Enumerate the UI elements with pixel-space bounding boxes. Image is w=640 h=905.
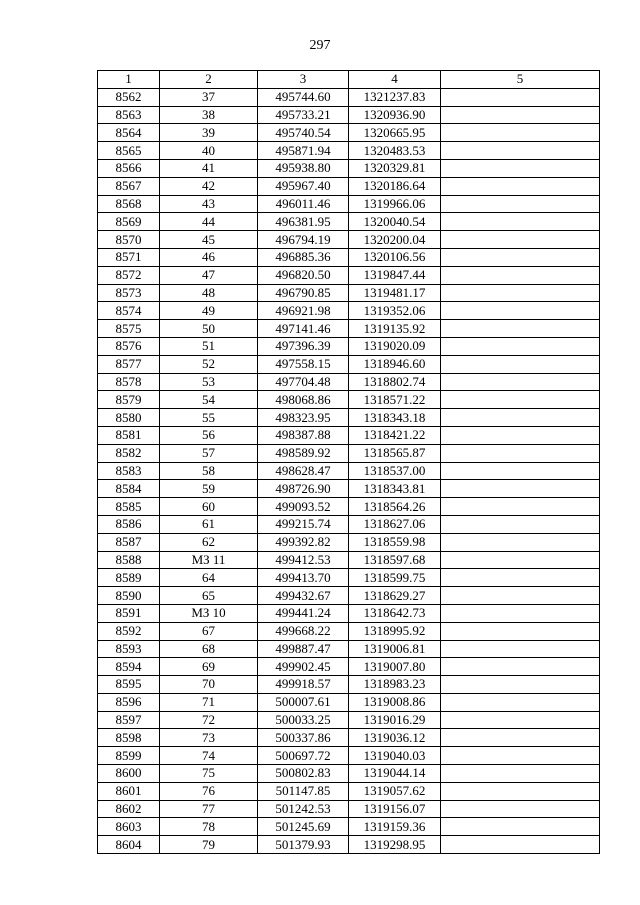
table-cell-col-3: 500033.25 xyxy=(258,711,349,729)
column-header-3: 3 xyxy=(258,71,349,89)
table-cell-col-3: 499215.74 xyxy=(258,515,349,533)
table-cell-col-5 xyxy=(441,159,600,177)
table-row xyxy=(98,604,600,622)
table-cell-col-4: 1318599.75 xyxy=(349,569,441,587)
table-cell-col-5 xyxy=(441,302,600,320)
table-cell-col-3: 500802.83 xyxy=(258,765,349,783)
table-cell-col-2: МЗ 11 xyxy=(160,551,258,569)
table-cell-col-1: 8589 xyxy=(98,569,160,587)
table-cell-col-1: 8591 xyxy=(98,604,160,622)
table-cell-col-5 xyxy=(441,195,600,213)
table-cell-col-4: 1319008.86 xyxy=(349,693,441,711)
table-cell-col-4: 1319156.07 xyxy=(349,800,441,818)
table-row xyxy=(98,711,600,729)
table-cell-col-3: 496820.50 xyxy=(258,266,349,284)
table-cell-col-4: 1319481.17 xyxy=(349,284,441,302)
column-header-2: 2 xyxy=(160,71,258,89)
table-row xyxy=(98,533,600,551)
table-cell-col-1: 8580 xyxy=(98,409,160,427)
table-cell-col-2: МЗ 10 xyxy=(160,604,258,622)
table-cell-col-5 xyxy=(441,480,600,498)
column-header-5: 5 xyxy=(441,71,600,89)
table-cell-col-1: 8566 xyxy=(98,159,160,177)
table-row xyxy=(98,426,600,444)
table-row xyxy=(98,444,600,462)
table-cell-col-2: 64 xyxy=(160,569,258,587)
table-cell-col-5 xyxy=(441,729,600,747)
table-cell-col-3: 495871.94 xyxy=(258,142,349,160)
table-cell-col-2: 59 xyxy=(160,480,258,498)
table-cell-col-5 xyxy=(441,658,600,676)
table-cell-col-1: 8562 xyxy=(98,88,160,106)
table-cell-col-5 xyxy=(441,711,600,729)
table-row xyxy=(98,337,600,355)
table-cell-col-4: 1320665.95 xyxy=(349,124,441,142)
table-row xyxy=(98,765,600,783)
table-cell-col-4: 1318571.22 xyxy=(349,391,441,409)
table-cell-col-3: 498068.86 xyxy=(258,391,349,409)
table-cell-col-3: 497141.46 xyxy=(258,320,349,338)
table-cell-col-4: 1319159.36 xyxy=(349,818,441,836)
table-cell-col-5 xyxy=(441,818,600,836)
table-cell-col-1: 8573 xyxy=(98,284,160,302)
table-row xyxy=(98,693,600,711)
table-body xyxy=(98,88,600,853)
table-cell-col-5 xyxy=(441,409,600,427)
table-cell-col-3: 497558.15 xyxy=(258,355,349,373)
table-cell-col-3: 500337.86 xyxy=(258,729,349,747)
page-number: 297 xyxy=(309,38,331,53)
table-cell-col-2: 56 xyxy=(160,426,258,444)
table-row xyxy=(98,800,600,818)
table-cell-col-1: 8602 xyxy=(98,800,160,818)
table-cell-col-4: 1319352.06 xyxy=(349,302,441,320)
table-cell-col-5 xyxy=(441,355,600,373)
table-cell-col-5 xyxy=(441,284,600,302)
table-row xyxy=(98,231,600,249)
column-header-1: 1 xyxy=(98,71,160,89)
table-row xyxy=(98,213,600,231)
table-cell-col-2: 48 xyxy=(160,284,258,302)
table-cell-col-1: 8590 xyxy=(98,587,160,605)
table-cell-col-3: 499441.24 xyxy=(258,604,349,622)
table-cell-col-2: 74 xyxy=(160,747,258,765)
table-cell-col-4: 1319966.06 xyxy=(349,195,441,213)
table-cell-col-2: 77 xyxy=(160,800,258,818)
table-cell-col-1: 8584 xyxy=(98,480,160,498)
table-cell-col-4: 1318629.27 xyxy=(349,587,441,605)
table-cell-col-2: 72 xyxy=(160,711,258,729)
table-cell-col-2: 41 xyxy=(160,159,258,177)
table-cell-col-1: 8592 xyxy=(98,622,160,640)
table-cell-col-5 xyxy=(441,213,600,231)
table-cell-col-4: 1320936.90 xyxy=(349,106,441,124)
table-row xyxy=(98,248,600,266)
table-cell-col-3: 498323.95 xyxy=(258,409,349,427)
table-cell-col-5 xyxy=(441,142,600,160)
table-cell-col-5 xyxy=(441,533,600,551)
table-cell-col-4: 1319007.80 xyxy=(349,658,441,676)
table-cell-col-3: 498628.47 xyxy=(258,462,349,480)
table-cell-col-2: 61 xyxy=(160,515,258,533)
table-cell-col-1: 8601 xyxy=(98,782,160,800)
table-cell-col-1: 8565 xyxy=(98,142,160,160)
table-cell-col-1: 8574 xyxy=(98,302,160,320)
table-row xyxy=(98,302,600,320)
table-cell-col-5 xyxy=(441,248,600,266)
table-cell-col-1: 8577 xyxy=(98,355,160,373)
table-row xyxy=(98,747,600,765)
table-cell-col-2: 38 xyxy=(160,106,258,124)
table-cell-col-3: 499412.53 xyxy=(258,551,349,569)
table-row xyxy=(98,355,600,373)
table-cell-col-4: 1318995.92 xyxy=(349,622,441,640)
table-row xyxy=(98,622,600,640)
table-row xyxy=(98,462,600,480)
table-cell-col-3: 495733.21 xyxy=(258,106,349,124)
table-cell-col-1: 8578 xyxy=(98,373,160,391)
table-cell-col-1: 8582 xyxy=(98,444,160,462)
table-row xyxy=(98,640,600,658)
table-cell-col-2: 55 xyxy=(160,409,258,427)
table-cell-col-4: 1318983.23 xyxy=(349,676,441,694)
table-cell-col-3: 496794.19 xyxy=(258,231,349,249)
table-cell-col-4: 1320200.04 xyxy=(349,231,441,249)
table-cell-col-1: 8575 xyxy=(98,320,160,338)
table-cell-col-4: 1320483.53 xyxy=(349,142,441,160)
table-cell-col-2: 37 xyxy=(160,88,258,106)
table-cell-col-4: 1320329.81 xyxy=(349,159,441,177)
table-header-row xyxy=(98,71,600,89)
table-cell-col-4: 1318597.68 xyxy=(349,551,441,569)
table-cell-col-3: 496885.36 xyxy=(258,248,349,266)
table-cell-col-2: 42 xyxy=(160,177,258,195)
table-cell-col-3: 499918.57 xyxy=(258,676,349,694)
table-cell-col-4: 1320040.54 xyxy=(349,213,441,231)
table-cell-col-5 xyxy=(441,337,600,355)
table-cell-col-5 xyxy=(441,320,600,338)
table-cell-col-1: 8579 xyxy=(98,391,160,409)
table-cell-col-5 xyxy=(441,266,600,284)
table-cell-col-5 xyxy=(441,462,600,480)
table-cell-col-5 xyxy=(441,800,600,818)
table-row xyxy=(98,177,600,195)
table-cell-col-3: 497704.48 xyxy=(258,373,349,391)
table-cell-col-4: 1319298.95 xyxy=(349,836,441,854)
table-cell-col-3: 499392.82 xyxy=(258,533,349,551)
table-row xyxy=(98,409,600,427)
table-cell-col-2: 67 xyxy=(160,622,258,640)
table-row xyxy=(98,266,600,284)
table-cell-col-2: 54 xyxy=(160,391,258,409)
table-cell-col-4: 1318559.98 xyxy=(349,533,441,551)
table-cell-col-3: 496790.85 xyxy=(258,284,349,302)
table-cell-col-3: 501379.93 xyxy=(258,836,349,854)
table-cell-col-5 xyxy=(441,444,600,462)
table-cell-col-4: 1318802.74 xyxy=(349,373,441,391)
table-cell-col-5 xyxy=(441,88,600,106)
table-cell-col-1: 8600 xyxy=(98,765,160,783)
table-cell-col-5 xyxy=(441,640,600,658)
coordinates-table xyxy=(97,70,600,854)
table-row xyxy=(98,782,600,800)
table-row xyxy=(98,320,600,338)
table-cell-col-2: 47 xyxy=(160,266,258,284)
table-cell-col-2: 73 xyxy=(160,729,258,747)
table-cell-col-1: 8563 xyxy=(98,106,160,124)
table-cell-col-1: 8583 xyxy=(98,462,160,480)
table-cell-col-1: 8569 xyxy=(98,213,160,231)
table-cell-col-2: 45 xyxy=(160,231,258,249)
table-cell-col-5 xyxy=(441,693,600,711)
table-cell-col-1: 8564 xyxy=(98,124,160,142)
table-cell-col-1: 8599 xyxy=(98,747,160,765)
table-cell-col-2: 60 xyxy=(160,498,258,516)
table-cell-col-4: 1318642.73 xyxy=(349,604,441,622)
table-row xyxy=(98,676,600,694)
table-cell-col-5 xyxy=(441,765,600,783)
table-cell-col-5 xyxy=(441,676,600,694)
table-cell-col-4: 1319040.03 xyxy=(349,747,441,765)
table-cell-col-4: 1319057.62 xyxy=(349,782,441,800)
table-cell-col-5 xyxy=(441,124,600,142)
table-cell-col-2: 43 xyxy=(160,195,258,213)
table-cell-col-5 xyxy=(441,836,600,854)
table-cell-col-5 xyxy=(441,498,600,516)
table-cell-col-2: 49 xyxy=(160,302,258,320)
table-cell-col-4: 1318343.18 xyxy=(349,409,441,427)
table-cell-col-4: 1318343.81 xyxy=(349,480,441,498)
table-cell-col-2: 78 xyxy=(160,818,258,836)
table-cell-col-1: 8576 xyxy=(98,337,160,355)
table-cell-col-5 xyxy=(441,515,600,533)
table-cell-col-3: 497396.39 xyxy=(258,337,349,355)
table-cell-col-4: 1319135.92 xyxy=(349,320,441,338)
table-row xyxy=(98,480,600,498)
table-cell-col-1: 8604 xyxy=(98,836,160,854)
table-cell-col-3: 498726.90 xyxy=(258,480,349,498)
table-cell-col-2: 70 xyxy=(160,676,258,694)
table-cell-col-2: 50 xyxy=(160,320,258,338)
table-row xyxy=(98,284,600,302)
table-row xyxy=(98,569,600,587)
table-cell-col-3: 499093.52 xyxy=(258,498,349,516)
table-cell-col-2: 58 xyxy=(160,462,258,480)
table-cell-col-1: 8581 xyxy=(98,426,160,444)
table-cell-col-4: 1319006.81 xyxy=(349,640,441,658)
table-cell-col-1: 8568 xyxy=(98,195,160,213)
table-cell-col-3: 501245.69 xyxy=(258,818,349,836)
table-cell-col-5 xyxy=(441,587,600,605)
table-cell-col-3: 495967.40 xyxy=(258,177,349,195)
table-row xyxy=(98,195,600,213)
table-cell-col-4: 1318564.26 xyxy=(349,498,441,516)
table-cell-col-2: 65 xyxy=(160,587,258,605)
table-cell-col-2: 52 xyxy=(160,355,258,373)
table-cell-col-3: 499668.22 xyxy=(258,622,349,640)
table-cell-col-2: 68 xyxy=(160,640,258,658)
table-cell-col-4: 1318565.87 xyxy=(349,444,441,462)
table-cell-col-5 xyxy=(441,551,600,569)
table-cell-col-4: 1319036.12 xyxy=(349,729,441,747)
table-cell-col-3: 498589.92 xyxy=(258,444,349,462)
table-row xyxy=(98,515,600,533)
table-cell-col-4: 1321237.83 xyxy=(349,88,441,106)
table-cell-col-1: 8572 xyxy=(98,266,160,284)
table-cell-col-5 xyxy=(441,747,600,765)
table-cell-col-3: 495938.80 xyxy=(258,159,349,177)
table-cell-col-1: 8586 xyxy=(98,515,160,533)
table-cell-col-4: 1319020.09 xyxy=(349,337,441,355)
table-cell-col-5 xyxy=(441,391,600,409)
table-cell-col-2: 46 xyxy=(160,248,258,266)
table-cell-col-1: 8571 xyxy=(98,248,160,266)
table-row xyxy=(98,551,600,569)
table-cell-col-1: 8585 xyxy=(98,498,160,516)
table-cell-col-4: 1320186.64 xyxy=(349,177,441,195)
table-cell-col-5 xyxy=(441,782,600,800)
table-row xyxy=(98,373,600,391)
table-cell-col-2: 44 xyxy=(160,213,258,231)
table-cell-col-3: 499413.70 xyxy=(258,569,349,587)
table-cell-col-3: 496011.46 xyxy=(258,195,349,213)
table-cell-col-2: 76 xyxy=(160,782,258,800)
table-cell-col-5 xyxy=(441,231,600,249)
table-cell-col-4: 1320106.56 xyxy=(349,248,441,266)
table-cell-col-1: 8570 xyxy=(98,231,160,249)
table-cell-col-5 xyxy=(441,604,600,622)
table-cell-col-3: 500697.72 xyxy=(258,747,349,765)
table-row xyxy=(98,159,600,177)
table-cell-col-4: 1319016.29 xyxy=(349,711,441,729)
table-cell-col-2: 40 xyxy=(160,142,258,160)
table-cell-col-5 xyxy=(441,569,600,587)
table-cell-col-5 xyxy=(441,106,600,124)
table-cell-col-3: 499887.47 xyxy=(258,640,349,658)
table-cell-col-1: 8597 xyxy=(98,711,160,729)
table-row xyxy=(98,729,600,747)
table-row xyxy=(98,818,600,836)
table-cell-col-3: 501147.85 xyxy=(258,782,349,800)
table-cell-col-2: 57 xyxy=(160,444,258,462)
table-cell-col-5 xyxy=(441,177,600,195)
table-cell-col-2: 71 xyxy=(160,693,258,711)
table-cell-col-3: 501242.53 xyxy=(258,800,349,818)
table-cell-col-4: 1318537.00 xyxy=(349,462,441,480)
table-cell-col-1: 8587 xyxy=(98,533,160,551)
table-cell-col-1: 8593 xyxy=(98,640,160,658)
table-row xyxy=(98,391,600,409)
table-row xyxy=(98,88,600,106)
table-cell-col-1: 8603 xyxy=(98,818,160,836)
table-cell-col-3: 499902.45 xyxy=(258,658,349,676)
table-cell-col-4: 1318421.22 xyxy=(349,426,441,444)
table-cell-col-1: 8588 xyxy=(98,551,160,569)
table-cell-col-1: 8596 xyxy=(98,693,160,711)
table-cell-col-3: 498387.88 xyxy=(258,426,349,444)
table-row xyxy=(98,498,600,516)
table-cell-col-3: 496921.98 xyxy=(258,302,349,320)
table-cell-col-3: 496381.95 xyxy=(258,213,349,231)
table-cell-col-1: 8595 xyxy=(98,676,160,694)
table-cell-col-1: 8598 xyxy=(98,729,160,747)
table-cell-col-3: 500007.61 xyxy=(258,693,349,711)
table-cell-col-5 xyxy=(441,373,600,391)
table-cell-col-2: 69 xyxy=(160,658,258,676)
table-row xyxy=(98,142,600,160)
table-cell-col-2: 53 xyxy=(160,373,258,391)
table-row xyxy=(98,106,600,124)
table-cell-col-5 xyxy=(441,622,600,640)
table-cell-col-3: 495744.60 xyxy=(258,88,349,106)
table-row xyxy=(98,658,600,676)
table-row xyxy=(98,836,600,854)
table-cell-col-2: 62 xyxy=(160,533,258,551)
table-cell-col-4: 1318627.06 xyxy=(349,515,441,533)
table-cell-col-4: 1319044.14 xyxy=(349,765,441,783)
column-header-4: 4 xyxy=(349,71,441,89)
table-cell-col-1: 8567 xyxy=(98,177,160,195)
table-cell-col-2: 75 xyxy=(160,765,258,783)
table-cell-col-3: 495740.54 xyxy=(258,124,349,142)
table-cell-col-3: 499432.67 xyxy=(258,587,349,605)
table-cell-col-4: 1318946.60 xyxy=(349,355,441,373)
table-cell-col-5 xyxy=(441,426,600,444)
table-cell-col-2: 39 xyxy=(160,124,258,142)
table-row xyxy=(98,587,600,605)
table-cell-col-2: 79 xyxy=(160,836,258,854)
table-cell-col-1: 8594 xyxy=(98,658,160,676)
table-row xyxy=(98,124,600,142)
table-cell-col-4: 1319847.44 xyxy=(349,266,441,284)
table-cell-col-2: 51 xyxy=(160,337,258,355)
